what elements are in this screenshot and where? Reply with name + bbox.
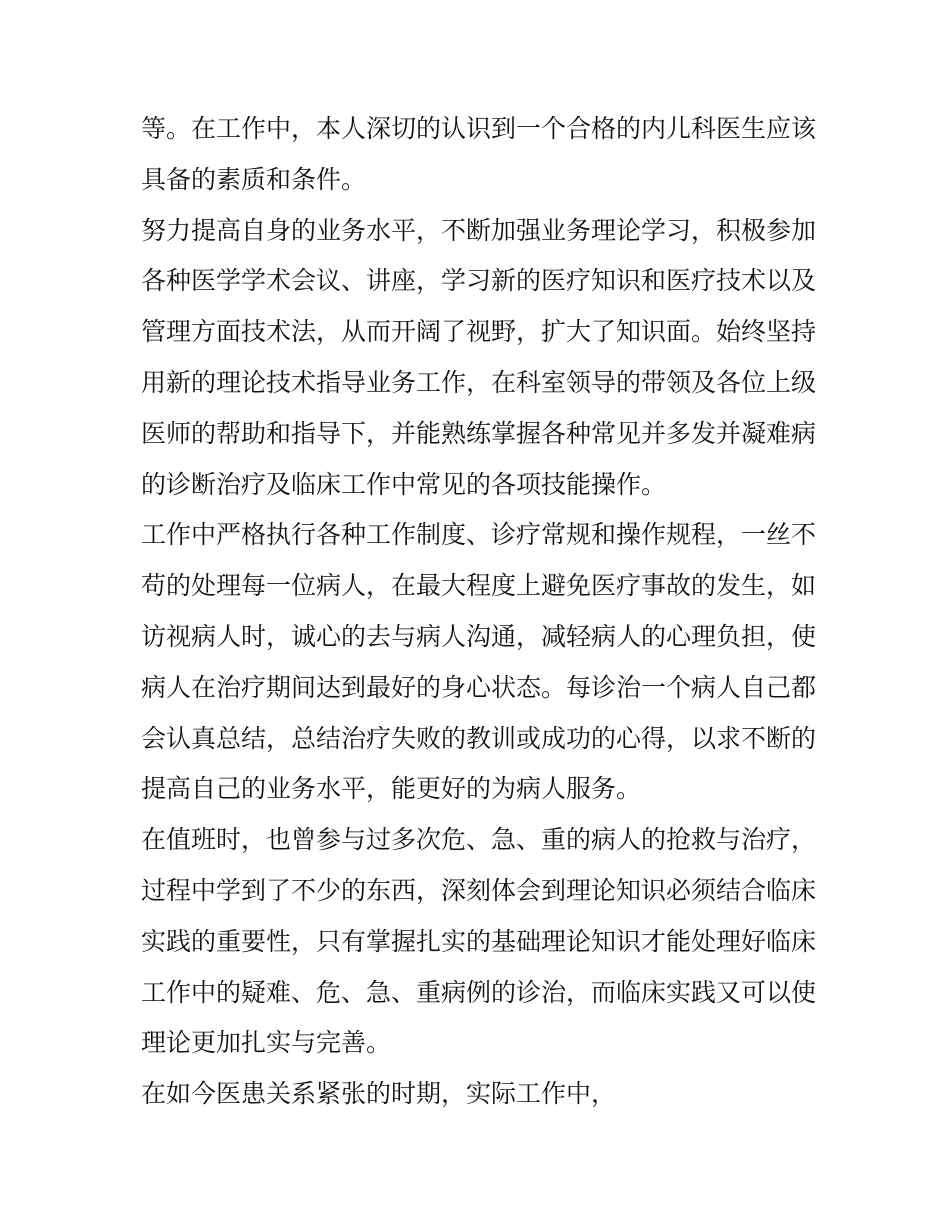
- text-line: 具备的素质和条件。: [141, 164, 367, 194]
- text-line: 苟的处理每一位病人，在最大程度上避免医疗事故的发生，如: [141, 571, 817, 601]
- text-line: 访视病人时，诚心的去与病人沟通，减轻病人的心理负担，使: [141, 621, 817, 651]
- text-line: 工作中严格执行各种工作制度、诊疗常规和操作规程，一丝不: [141, 520, 817, 550]
- text-line: 提高自己的业务水平，能更好的为病人服务。: [141, 774, 642, 804]
- text-line: 工作中的疑难、危、急、重病例的诊治，而临床实践又可以使: [141, 977, 817, 1007]
- text-line: 努力提高自身的业务水平，不断加强业务理论学习，积极参加: [141, 215, 817, 245]
- text-line: 医师的帮助和指导下，并能熟练掌握各种常见并多发并凝难病: [141, 418, 817, 448]
- text-line: 过程中学到了不少的东西，深刻体会到理论知识必须结合临床: [141, 875, 817, 905]
- text-line: 理论更加扎实与完善。: [141, 1028, 392, 1058]
- text-line: 病人在治疗期间达到最好的身心状态。每诊治一个病人自己都: [141, 672, 817, 702]
- text-line: 在值班时，也曾参与过多次危、急、重的病人的抢救与治疗，: [141, 825, 817, 855]
- body-text: [141, 104, 817, 1120]
- text-line: 会认真总结，总结治疗失败的教训或成功的心得，以求不断的: [141, 723, 817, 753]
- text-line: 用新的理论技术指导业务工作，在科室领导的带领及各位上级: [141, 367, 817, 397]
- text-line: 的诊断治疗及临床工作中常见的各项技能操作。: [141, 469, 667, 499]
- text-line: 实践的重要性，只有掌握扎实的基础理论知识才能处理好临床: [141, 926, 817, 956]
- text-line: 在如今医患关系紧张的时期，实际工作中，: [141, 1079, 617, 1109]
- text-line: 各种医学学术会议、讲座，学习新的医疗知识和医疗技术以及: [141, 266, 817, 296]
- text-line: 管理方面技术法，从而开阔了视野，扩大了知识面。始终坚持: [141, 317, 817, 347]
- text-line: 等。在工作中，本人深切的认识到一个合格的内儿科医生应该: [141, 114, 817, 143]
